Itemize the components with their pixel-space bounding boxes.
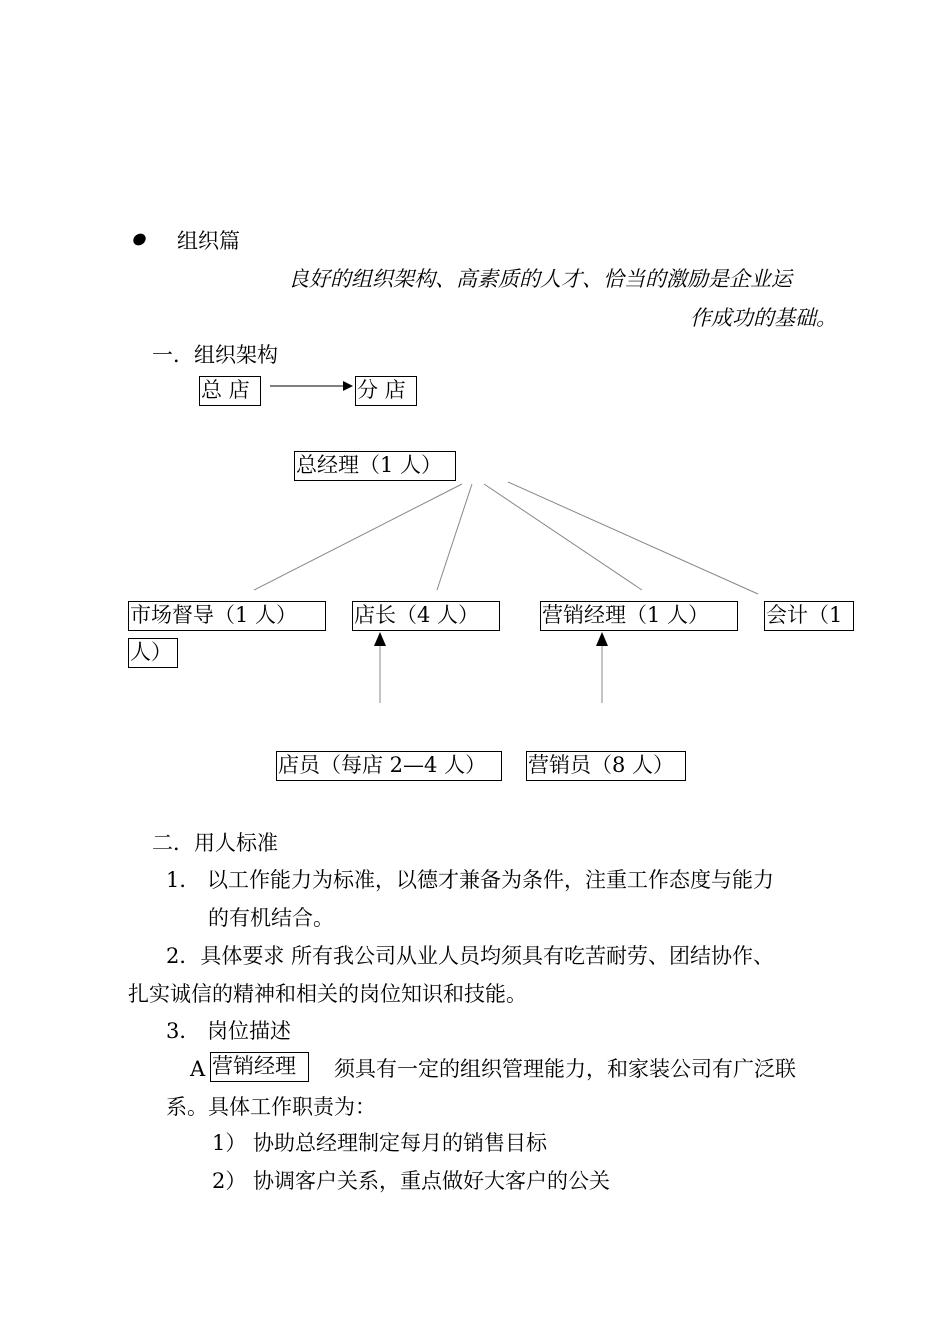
part2-title: 二．用人标准 (152, 831, 278, 855)
standard-item-1-line-1: 1． 以工作能力为标准，以德才兼备为条件，注重工作态度与能力 (166, 868, 775, 892)
section-heading: 组织篇 (177, 229, 240, 253)
branch-box: 分 店 (355, 376, 417, 406)
role-desc-line-1: 须具有一定的组织管理能力，和家装公司有广泛联 (334, 1057, 796, 1081)
motto-line-1: 良好的组织架构、高素质的人才、恰当的激励是企业运 (288, 267, 792, 291)
gm-to-store-manager-line (437, 484, 472, 590)
standard-item-2-line-2: 扎实诚信的精神和相关的岗位知识和技能。 (128, 982, 527, 1006)
duty-item: 1） 协助总经理制定每月的销售目标 (212, 1131, 548, 1155)
standard-item-3: 3． 岗位描述 (166, 1019, 292, 1043)
duty-item: 2） 协调客户关系，重点做好大客户的公关 (212, 1169, 611, 1193)
standard-item-2-line-1: 2．具体要求 所有我公司从业人员均须具有吃苦耐劳、团结协作、 (166, 944, 775, 968)
clerk-arrowhead-icon (374, 632, 386, 646)
sales-arrowhead-icon (596, 632, 608, 646)
standard-item-1-line-2: 的有机结合。 (208, 906, 334, 930)
gm-to-marketing-manager-line (484, 484, 642, 590)
gm-box: 总经理（1 人） (294, 451, 456, 481)
sales-box: 营销员（8 人） (526, 751, 686, 781)
role-box: 营销经理 (210, 1052, 309, 1082)
hq-box: 总 店 (199, 376, 261, 406)
clerk-box: 店员（每店 2—4 人） (276, 751, 502, 781)
role-letter: A (190, 1057, 206, 1081)
marketing-manager-box: 营销经理（1 人） (540, 601, 738, 631)
motto-line-2: 作成功的基础。 (690, 306, 837, 330)
market-supervisor-wrap-box: 人） (128, 638, 178, 668)
store-manager-box: 店长（4 人） (352, 601, 500, 631)
market-supervisor-box: 市场督导（1 人） (128, 601, 326, 631)
gm-to-supervisor-line (254, 484, 462, 590)
part1-title: 一．组织架构 (152, 343, 278, 367)
gm-to-accountant-line (508, 482, 758, 594)
role-desc-line-2: 系。具体工作职责为： (166, 1095, 376, 1119)
accountant-box: 会计（1 (764, 601, 854, 631)
